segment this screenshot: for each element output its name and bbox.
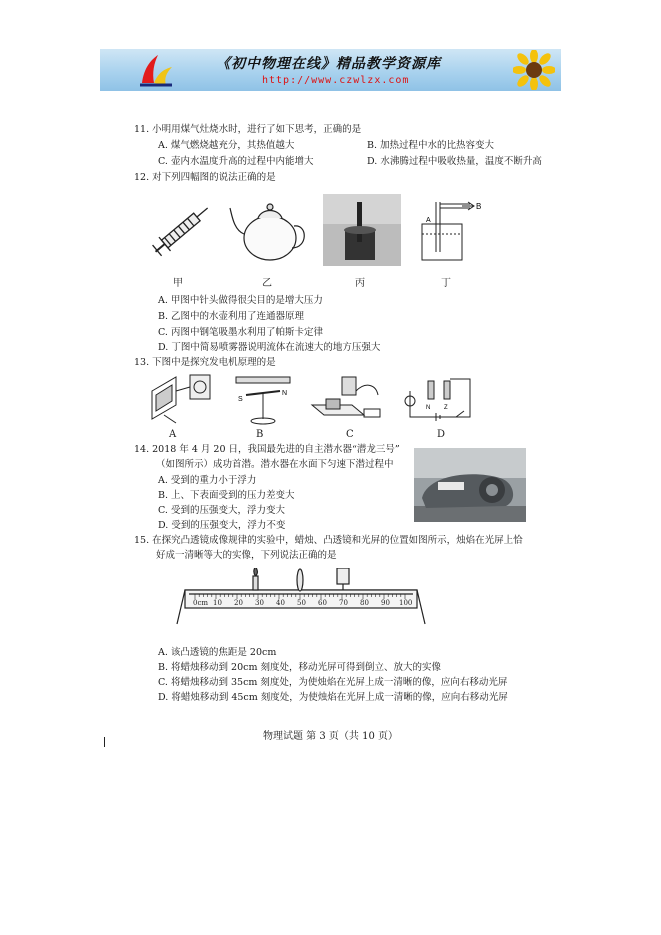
ruler-label-20: 20 [234,599,243,607]
ruler-label-10: 10 [213,599,222,607]
fountain-pen-photo [323,194,401,266]
q14-option-a: A. 受到的重力小于浮力 [158,475,257,486]
svg-text:N: N [426,405,431,411]
svg-text:N: N [282,390,288,397]
q13-label-c: C [346,429,354,440]
q11-option-d: D. 水沸腾过程中吸收热量，温度不断升高 [367,156,542,167]
optical-bench-figure [175,568,427,630]
q12-option-b: B. 乙图中的水壶利用了连通器原理 [158,311,305,322]
q12-label-bing: 丙 [355,278,365,289]
motor-figure-c [306,371,386,426]
ruler-label-50: 50 [297,599,306,607]
q14-stem-line1: 14. 2018 年 4 月 20 日，我国最先进的自主潜水器“潜龙三号” [134,444,400,455]
ruler-label-90: 90 [381,599,390,607]
sprayer-figure [410,196,490,266]
circuit-figure-d [400,371,480,426]
svg-text:S: S [238,396,243,403]
ruler-label-80: 80 [360,599,369,607]
ruler-label-70: 70 [339,599,348,607]
q15-option-c: C. 将蜡烛移动到 35cm 刻度处，为使烛焰在光屏上成一清晰的像，应向右移动光屏 [158,677,508,688]
q12-stem: 12. 对下列四幅图的说法正确的是 [134,172,276,183]
page-footer: 物理试题 第 3 页（共 10 页） [263,731,398,742]
ruler-label-0: 0cm [193,599,209,607]
syringe-figure [148,190,218,265]
ruler-label-30: 30 [255,599,264,607]
q12-label-yi: 乙 [262,278,272,289]
q13-label-d: D [437,429,446,440]
svg-text:A: A [426,217,431,224]
q14-option-d: D. 受到的压强变大，浮力不变 [158,520,286,531]
teapot-figure [228,194,308,266]
ruler-label-40: 40 [276,599,285,607]
q12-option-a: A. 甲图中针头做得很尖目的是增大压力 [158,295,323,306]
q15-option-a: A. 该凸透镜的焦距是 20cm [158,647,277,658]
site-logo-icon [136,53,176,87]
q13-label-b: B [256,429,264,440]
compass-figure-b [232,371,294,426]
q11-option-b: B. 加热过程中水的比热容变大 [367,140,495,151]
q12-label-ding: 丁 [441,278,451,289]
q14-stem-line2: （如图所示）成功首潜。潜水器在水面下匀速下潜过程中 [156,459,394,470]
scan-edge-mark [104,737,105,747]
q12-label-jia: 甲 [173,278,183,289]
q11-stem: 11. 小明用煤气灶烧水时，进行了如下思考，正确的是 [134,124,362,135]
q11-option-c: C. 壶内水温度升高的过程中内能增大 [158,156,314,167]
q11-option-a: A. 煤气燃烧越充分，其热值越大 [158,140,295,151]
banner-title: 《初中物理在线》精品教学资源库 [216,56,441,72]
q15-stem-line2: 好成一清晰等大的实像，下列说法正确的是 [156,550,337,561]
ruler-label-100: 100 [399,599,413,607]
svg-text:B: B [476,202,482,211]
banner-url[interactable]: http://www.czwlzx.com [262,75,410,86]
svg-text:Z: Z [444,405,448,411]
q13-label-a: A [169,429,177,440]
q14-option-c: C. 受到的压强变大，浮力变大 [158,505,285,516]
q15-stem-line1: 15. 在探究凸透镜成像规律的实验中，蜡烛、凸透镜和光屏的位置如图所示，烛焰在光屏上恰 [134,535,523,546]
q12-option-d: D. 丁图中简易喷雾器说明流体在流速大的地方压强大 [158,342,381,353]
q14-option-b: B. 上、下表面受到的压力差变大 [158,490,295,501]
q13-stem: 13. 下图中是探究发电机原理的是 [134,357,276,368]
submersible-photo [414,448,526,522]
header-banner [100,49,561,91]
q15-option-d: D. 将蜡烛移动到 45cm 刻度处，为使烛焰在光屏上成一清晰的像，应向右移动光屏 [158,692,508,703]
ruler-label-60: 60 [318,599,327,607]
sunflower-icon [513,50,555,90]
q15-option-b: B. 将蜡烛移动到 20cm 刻度处，移动光屏可得到倒立、放大的实像 [158,662,441,673]
generator-figure-a [146,371,216,426]
q12-option-c: C. 丙图中钢笔吸墨水利用了帕斯卡定律 [158,327,323,338]
